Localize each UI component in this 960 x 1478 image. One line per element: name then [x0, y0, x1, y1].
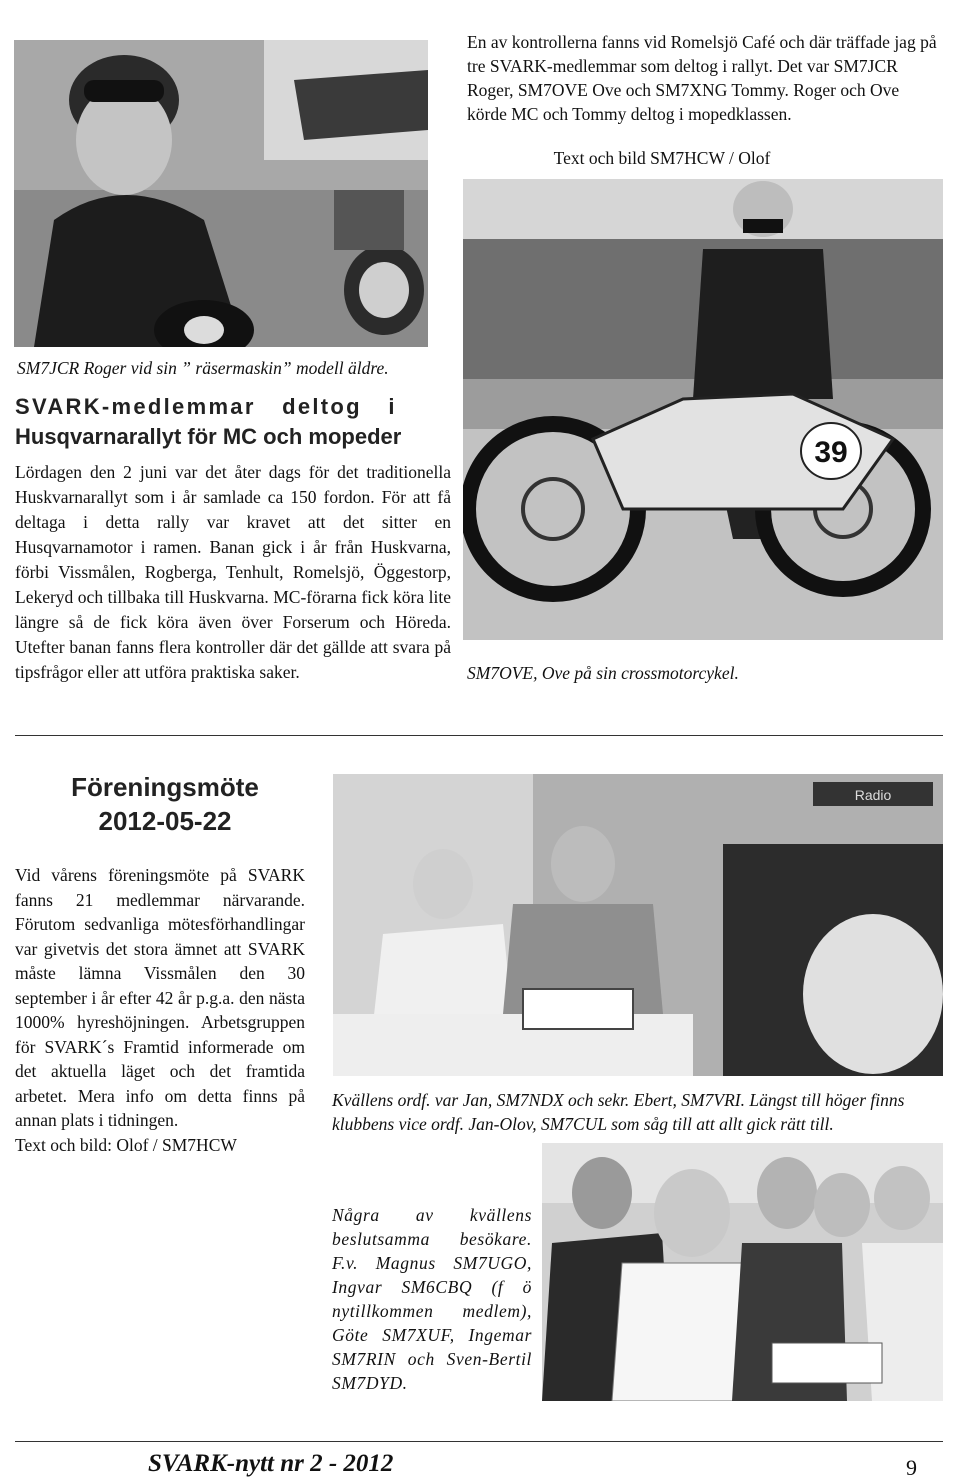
photo-ove-crossmotorcycle — [463, 179, 943, 640]
caption-meeting: Kvällens ordf. var Jan, SM7NDX och sekr. Ebert, SM7VRI. Längst till höger finns klubbens vice ordf. Jan-Olov, SM7CUL som såg till att allt gick rätt till. — [332, 1090, 905, 1134]
article2-body: Vid vårens föreningsmöte på SVARK fanns 21 medlemmar närvarande. Förutom sedvanliga mötesförhandlingar var givetvis det stora ämnet att SVARK måste lämna Vissmålen den 30 september i år efter 42 år p.g.a. den nästa 1000% hyreshöjningen. Arbetsgruppen för SVARK´s Framtid informerade om det aktuella läget och det framtida arbetet. Mera info om detta finns på annan plats i tidningen. — [15, 865, 305, 1130]
article2-heading — [15, 770, 315, 838]
article2-heading-line2: 2012-05-22 — [98, 806, 232, 836]
photo-meeting-table — [333, 774, 943, 1076]
page-number: 9 — [906, 1455, 917, 1478]
photo-roger-drawing — [14, 40, 428, 347]
footer-title: SVARK-nytt nr 2 - 2012 — [148, 1450, 394, 1477]
section-divider — [15, 735, 943, 736]
article2-heading-line1: Föreningsmöte — [71, 772, 259, 802]
rally-photo-credit: Text och bild SM7HCW / Olof — [553, 148, 771, 168]
article2-body-block — [15, 863, 305, 1157]
radio-sign-text: Radio — [854, 787, 892, 803]
article2-credit: Text och bild: Olof / SM7HCW — [15, 1134, 237, 1155]
footer-divider — [15, 1441, 943, 1442]
race-number-39: 39 — [814, 436, 848, 469]
photo-meeting-drawing — [333, 774, 943, 1076]
photo-roger-motorcycle — [14, 40, 428, 347]
caption-visitors: Några av kvällens beslutsamma besökare. F.v. Magnus SM7UGO, Ingvar SM6CBQ (f ö nytillkommen medlem), Göte SM7XUF, Ingemar SM7RIN och Sven-Bertil SM7DYD. — [332, 1205, 532, 1393]
article1-body: Lördagen den 2 juni var det åter dags för det traditionella Huskvarnarallyt som i år samlade ca 150 fordon. För att få deltaga i detta rally var kravet att det sitter en Husqvarnamotor i ramen. Banan gick i år från Huskvarna, förbi Vissmålen, Rogberga, Tenhult, Romelsjö, Öggestorp, Lekeryd och tillbaka till Huskvarna. MC-förarna fick köra lite längre så de fick köra även över Forserum och Höreda. Utefter banan fanns flera kontroller där det gällde att svara på tipsfrågor eller att utföra praktiska saker. — [15, 462, 451, 682]
caption-ove: SM7OVE, Ove på sin crossmotorcykel. — [467, 663, 739, 683]
article1-heading — [15, 392, 427, 452]
article1-heading-line1: SVARK-medlemmar deltog i — [15, 394, 397, 419]
photo-visitors — [542, 1143, 943, 1401]
rally-intro-text: En av kontrollerna fanns vid Romelsjö Café och där träffade jag på tre SVARK-medlemmar som deltog i rallyt. Det var SM7JCR Roger, SM7OVE Ove och SM7XNG Tommy. Roger och Ove körde MC och Tommy deltog i mopedklassen. — [467, 32, 937, 124]
photo-visitors-drawing — [542, 1143, 943, 1401]
article1-heading-line2: Husqvarnarallyt för MC och mopeder — [15, 424, 402, 449]
caption-roger: SM7JCR Roger vid sin ” räsermaskin” modell äldre. — [17, 358, 389, 378]
photo-ove-drawing — [463, 179, 943, 640]
